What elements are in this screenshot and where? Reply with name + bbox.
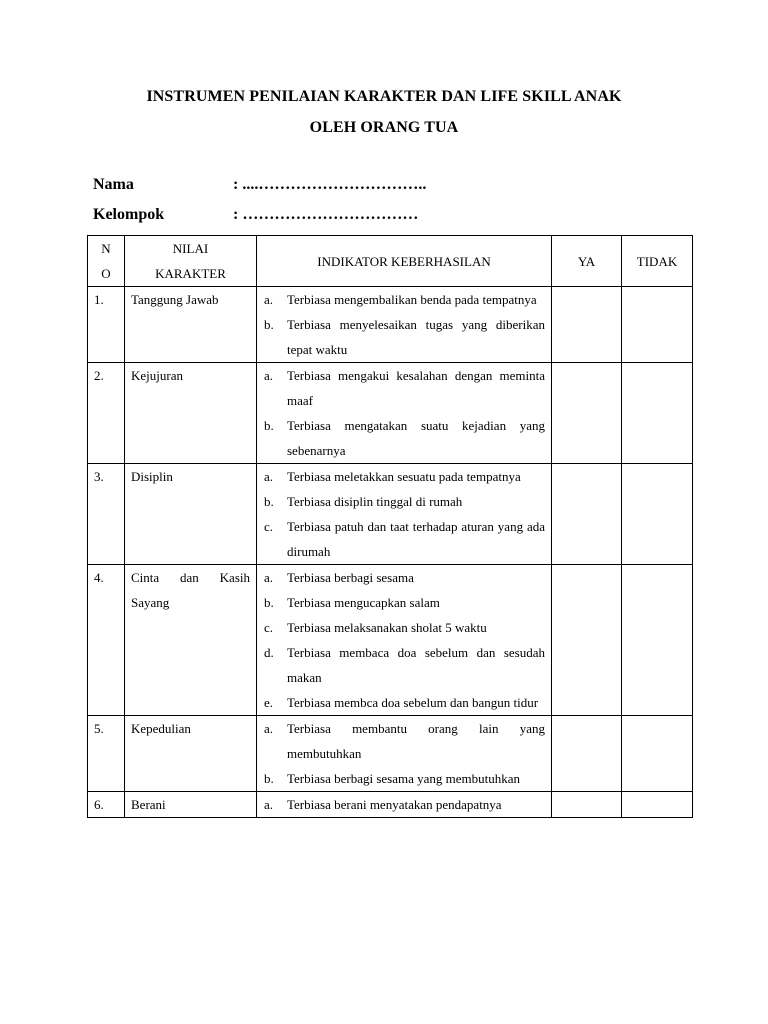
header-indikator: INDIKATOR KEBERHASILAN (257, 236, 552, 287)
indikator-marker: b. (264, 418, 274, 433)
nilai-karakter-text: Cinta dan Kasih Sayang (131, 570, 250, 610)
header-nilai-line2: KARAKTER (155, 266, 226, 281)
indikator-marker: b. (264, 494, 274, 509)
row-nilai-karakter (125, 565, 257, 716)
table-body (88, 287, 693, 818)
row-nilai-karakter (125, 464, 257, 565)
indikator-text: Terbiasa berbagi sesama (287, 570, 414, 585)
indikator-text: Terbiasa menyelesaikan tugas yang diberikan tepat waktu (287, 317, 545, 357)
indikator-marker: c. (264, 620, 274, 635)
row-ya-cell[interactable] (552, 565, 622, 716)
row-tidak-cell[interactable] (622, 565, 693, 716)
row-ya-cell[interactable] (552, 287, 622, 363)
indikator-item (263, 615, 545, 640)
indikator-marker: a. (264, 570, 274, 585)
table-header-row (88, 236, 693, 287)
row-indikator (257, 565, 552, 716)
nilai-karakter-text: Disiplin (131, 469, 173, 484)
row-tidak-cell[interactable] (622, 363, 693, 464)
table-row (88, 363, 693, 464)
indikator-text: Terbiasa disiplin tinggal di rumah (287, 494, 463, 509)
indikator-marker: e. (264, 695, 274, 710)
indikator-item (263, 363, 545, 413)
indikator-item (263, 287, 545, 312)
table-row (88, 716, 693, 792)
row-nilai-karakter (125, 792, 257, 818)
row-indikator (257, 363, 552, 464)
indikator-item (263, 514, 545, 564)
indikator-marker: b. (264, 317, 274, 332)
row-nilai-karakter (125, 363, 257, 464)
indikator-text: Terbiasa mengucapkan salam (287, 595, 440, 610)
row-tidak-cell[interactable] (622, 716, 693, 792)
table-row (88, 464, 693, 565)
field-nama-value: : ....………………………….. (233, 176, 427, 193)
indikator-item (263, 489, 545, 514)
assessment-table (87, 235, 693, 818)
header-nilai (125, 236, 257, 287)
indikator-item (263, 690, 545, 715)
nilai-karakter-text: Tanggung Jawab (131, 292, 219, 307)
indikator-marker: a. (264, 721, 274, 736)
row-ya-cell[interactable] (552, 716, 622, 792)
table-row (88, 792, 693, 818)
indikator-item (263, 766, 545, 791)
indikator-marker: b. (264, 595, 274, 610)
row-ya-cell[interactable] (552, 363, 622, 464)
header-nilai-line1: NILAI (172, 241, 209, 256)
indikator-text: Terbiasa mengembalikan benda pada tempatnya (287, 292, 537, 307)
nilai-karakter-text: Kepedulian (131, 721, 191, 736)
table-row (88, 287, 693, 363)
nilai-karakter-text: Kejujuran (131, 368, 183, 383)
row-indikator (257, 792, 552, 818)
indikator-marker: c. (264, 519, 274, 534)
row-nilai-karakter (125, 287, 257, 363)
indikator-marker: a. (264, 469, 274, 484)
field-kelompok-value: : …………………………… (233, 206, 419, 223)
indikator-marker: a. (264, 368, 274, 383)
row-tidak-cell[interactable] (622, 464, 693, 565)
header-no-line2: O (101, 266, 111, 281)
field-kelompok-label: Kelompok (93, 206, 165, 223)
header-no (88, 236, 125, 287)
indikator-item (263, 716, 545, 766)
row-number: 5. (88, 716, 125, 792)
row-nilai-karakter (125, 716, 257, 792)
indikator-text: Terbiasa melaksanakan sholat 5 waktu (287, 620, 487, 635)
indikator-text: Terbiasa mengakui kesalahan dengan meminta maaf (287, 368, 545, 408)
row-indikator (257, 464, 552, 565)
row-indikator (257, 716, 552, 792)
header-tidak: TIDAK (622, 236, 693, 287)
indikator-text: Terbiasa berani menyatakan pendapatnya (287, 797, 502, 812)
row-number: 1. (88, 287, 125, 363)
indikator-marker: a. (264, 797, 274, 812)
document-title-line2: OLEH ORANG TUA (309, 119, 459, 136)
indikator-marker: d. (264, 645, 274, 660)
row-tidak-cell[interactable] (622, 287, 693, 363)
row-indikator (257, 287, 552, 363)
row-number: 3. (88, 464, 125, 565)
indikator-item (263, 312, 545, 362)
indikator-item (263, 464, 545, 489)
indikator-marker: b. (264, 771, 274, 786)
table-row (88, 565, 693, 716)
document-title-line1: INSTRUMEN PENILAIAN KARAKTER DAN LIFE SKILL ANAK (146, 88, 622, 105)
row-number: 6. (88, 792, 125, 818)
indikator-text: Terbiasa membaca doa sebelum dan sesudah makan (287, 645, 545, 685)
indikator-item (263, 792, 545, 817)
row-number: 4. (88, 565, 125, 716)
indikator-text: Terbiasa membca doa sebelum dan bangun tidur (287, 695, 539, 710)
row-ya-cell[interactable] (552, 792, 622, 818)
indikator-text: Terbiasa patuh dan taat terhadap aturan yang ada dirumah (287, 519, 545, 559)
indikator-marker: a. (264, 292, 274, 307)
indikator-item (263, 640, 545, 690)
header-no-line1: N (101, 241, 111, 256)
indikator-text: Terbiasa berbagi sesama yang membutuhkan (287, 771, 521, 786)
indikator-text: Terbiasa meletakkan sesuatu pada tempatnya (287, 469, 521, 484)
field-nama-label: Nama (93, 176, 134, 193)
indikator-item (263, 565, 545, 590)
nilai-karakter-text: Berani (131, 797, 166, 812)
row-number: 2. (88, 363, 125, 464)
header-ya: YA (552, 236, 622, 287)
indikator-text: Terbiasa membantu orang lain yang membutuhkan (287, 721, 545, 761)
row-tidak-cell[interactable] (622, 792, 693, 818)
row-ya-cell[interactable] (552, 464, 622, 565)
indikator-item (263, 590, 545, 615)
indikator-item (263, 413, 545, 463)
indikator-text: Terbiasa mengatakan suatu kejadian yang sebenarnya (287, 418, 545, 458)
